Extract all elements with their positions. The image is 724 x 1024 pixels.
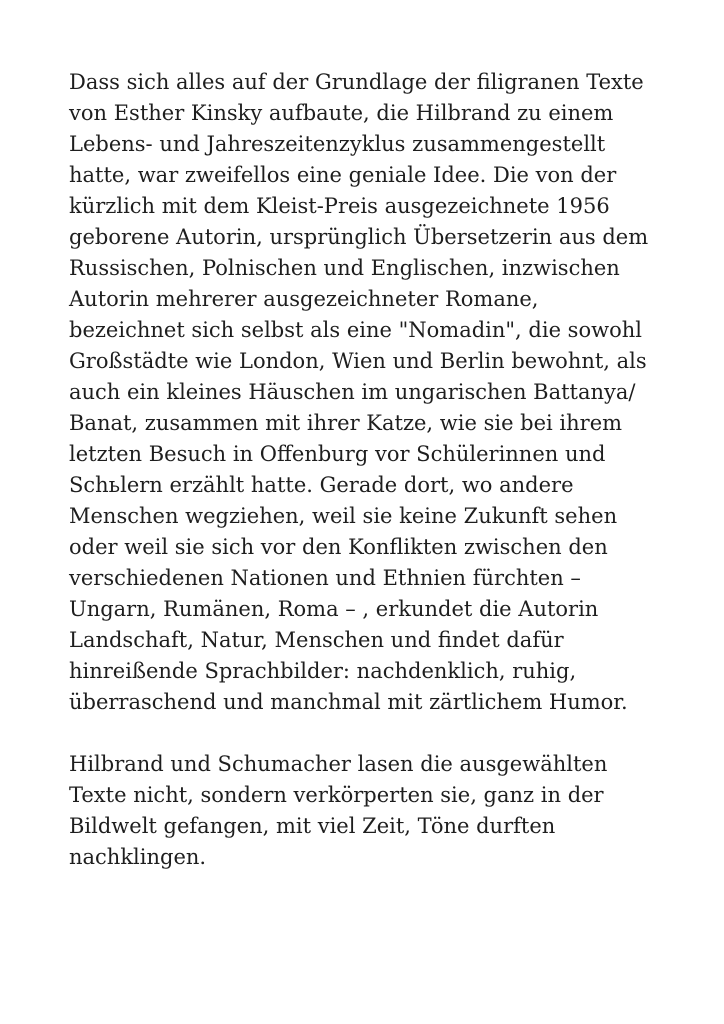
- text-line: Banat, zusammen mit ihrer Katze, wie sie bei ihrem: [69, 411, 623, 435]
- text-line: Schьlern erzählt hatte. Gerade dort, wo andere: [69, 473, 574, 497]
- paragraph-kinsky-texts: [69, 67, 669, 718]
- text-line: letzten Besuch in Offenburg vor Schülerinnen und: [69, 442, 606, 466]
- text-line: Ungarn, Rumänen, Roma – , erkundet die Autorin: [69, 597, 599, 621]
- text-line: Bildwelt gefangen, mit viel Zeit, Töne durften: [69, 814, 556, 838]
- text-line: hinreißende Sprachbilder: nachdenklich, ruhig,: [69, 659, 577, 683]
- text-line: verschiedenen Nationen und Ethnien fürchten –: [69, 566, 581, 590]
- paragraph-hilbrand-schumacher: [69, 749, 669, 873]
- text-line: nachklingen.: [69, 845, 207, 869]
- document-page: [69, 67, 669, 904]
- text-line: bezeichnet sich selbst als eine "Nomadin", die sowohl: [69, 318, 642, 342]
- text-line: Großstädte wie London, Wien und Berlin bewohnt, als: [69, 349, 647, 373]
- text-line: kürzlich mit dem Kleist-Preis ausgezeichnete 1956: [69, 194, 610, 218]
- text-line: geborene Autorin, ursprünglich Übersetzerin aus dem: [69, 225, 649, 249]
- text-line: überraschend und manchmal mit zärtlichem Humor.: [69, 690, 628, 714]
- text-line: Hilbrand und Schumacher lasen die ausgewählten: [69, 752, 608, 776]
- text-line: Autorin mehrerer ausgezeichneter Romane,: [69, 287, 539, 311]
- text-line: Dass sich alles auf der Grundlage der filigranen Texte: [69, 70, 644, 94]
- text-line: oder weil sie sich vor den Konflikten zwischen den: [69, 535, 608, 559]
- text-line: auch ein kleines Häuschen im ungarischen Battanya/: [69, 380, 636, 404]
- text-line: Russischen, Polnischen und Englischen, inzwischen: [69, 256, 620, 280]
- text-line: Menschen wegziehen, weil sie keine Zukunft sehen: [69, 504, 618, 528]
- text-line: hatte, war zweifellos eine geniale Idee. Die von der: [69, 163, 617, 187]
- text-line: Texte nicht, sondern verkörperten sie, ganz in der: [69, 783, 604, 807]
- text-line: von Esther Kinsky aufbaute, die Hilbrand zu einem: [69, 101, 614, 125]
- text-line: Landschaft, Natur, Menschen und findet dafür: [69, 628, 564, 652]
- text-line: Lebens- und Jahreszeitenzyklus zusammengestellt: [69, 132, 606, 156]
